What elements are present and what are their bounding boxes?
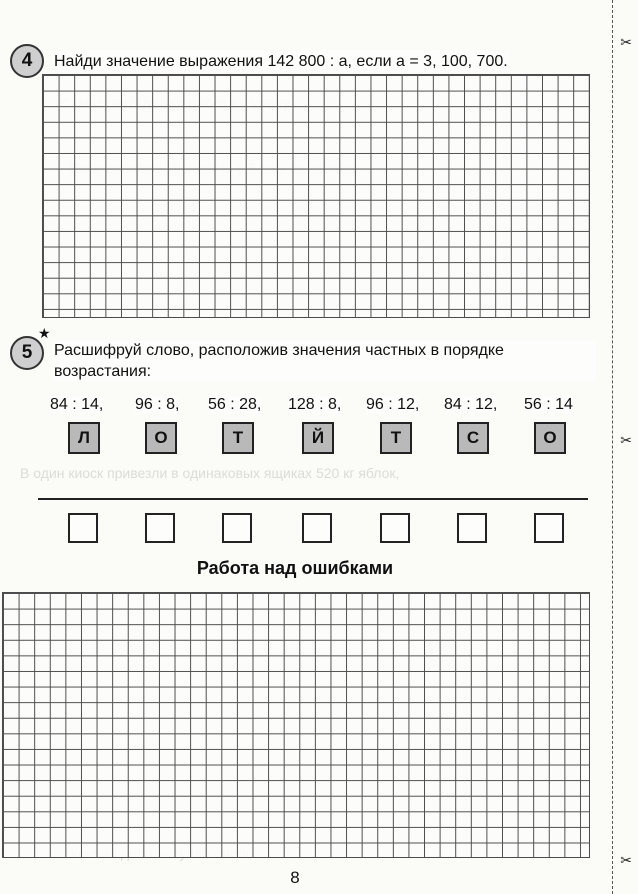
grid-work-on-mistakes[interactable] [2, 592, 590, 858]
task5-text: Расшифруй слово, расположив значения частных в порядке возрастания: [52, 340, 596, 382]
page-number: 8 [290, 868, 300, 887]
expression: 84 : 12, [444, 396, 498, 413]
separator-line [38, 498, 588, 500]
answer-box[interactable] [145, 513, 175, 543]
expression: 96 : 12, [366, 396, 420, 413]
star-icon: ★ [38, 325, 51, 341]
expression: 84 : 14, [50, 396, 104, 413]
task-number-4: 4 [10, 44, 44, 78]
grid-task4[interactable] [42, 74, 590, 318]
task4-text: Найди значение выражения 142 800 : a, если a = 3, 100, 700. [54, 53, 508, 70]
answer-box[interactable] [302, 513, 332, 543]
letter-box: Й [302, 422, 334, 454]
answer-box[interactable] [222, 513, 252, 543]
letter-box: Т [222, 422, 254, 454]
expression: 128 : 8, [288, 396, 342, 413]
cut-line [612, 0, 613, 894]
letter-box: Т [380, 422, 412, 454]
expression: 96 : 8, [135, 396, 180, 413]
scissors-icon: ✂ [620, 852, 632, 868]
work-on-mistakes-title: Работа над ошибками [196, 558, 394, 578]
letter-box: О [145, 422, 177, 454]
answer-box[interactable] [534, 513, 564, 543]
answer-box[interactable] [457, 513, 487, 543]
letter-box: О [534, 422, 566, 454]
letter-box: Л [68, 422, 100, 454]
answer-box[interactable] [68, 513, 98, 543]
answer-box[interactable] [380, 513, 410, 543]
bleed-through-text: В один киоск привезли в одинаковых ящиках 520 кг яблок, [20, 465, 400, 481]
scissors-icon: ✂ [620, 432, 632, 448]
letter-box: С [457, 422, 489, 454]
expression: 56 : 28, [208, 396, 262, 413]
expression: 56 : 14 [524, 396, 573, 413]
scissors-icon: ✂ [620, 34, 632, 50]
task-number-5: 5 [10, 336, 44, 370]
